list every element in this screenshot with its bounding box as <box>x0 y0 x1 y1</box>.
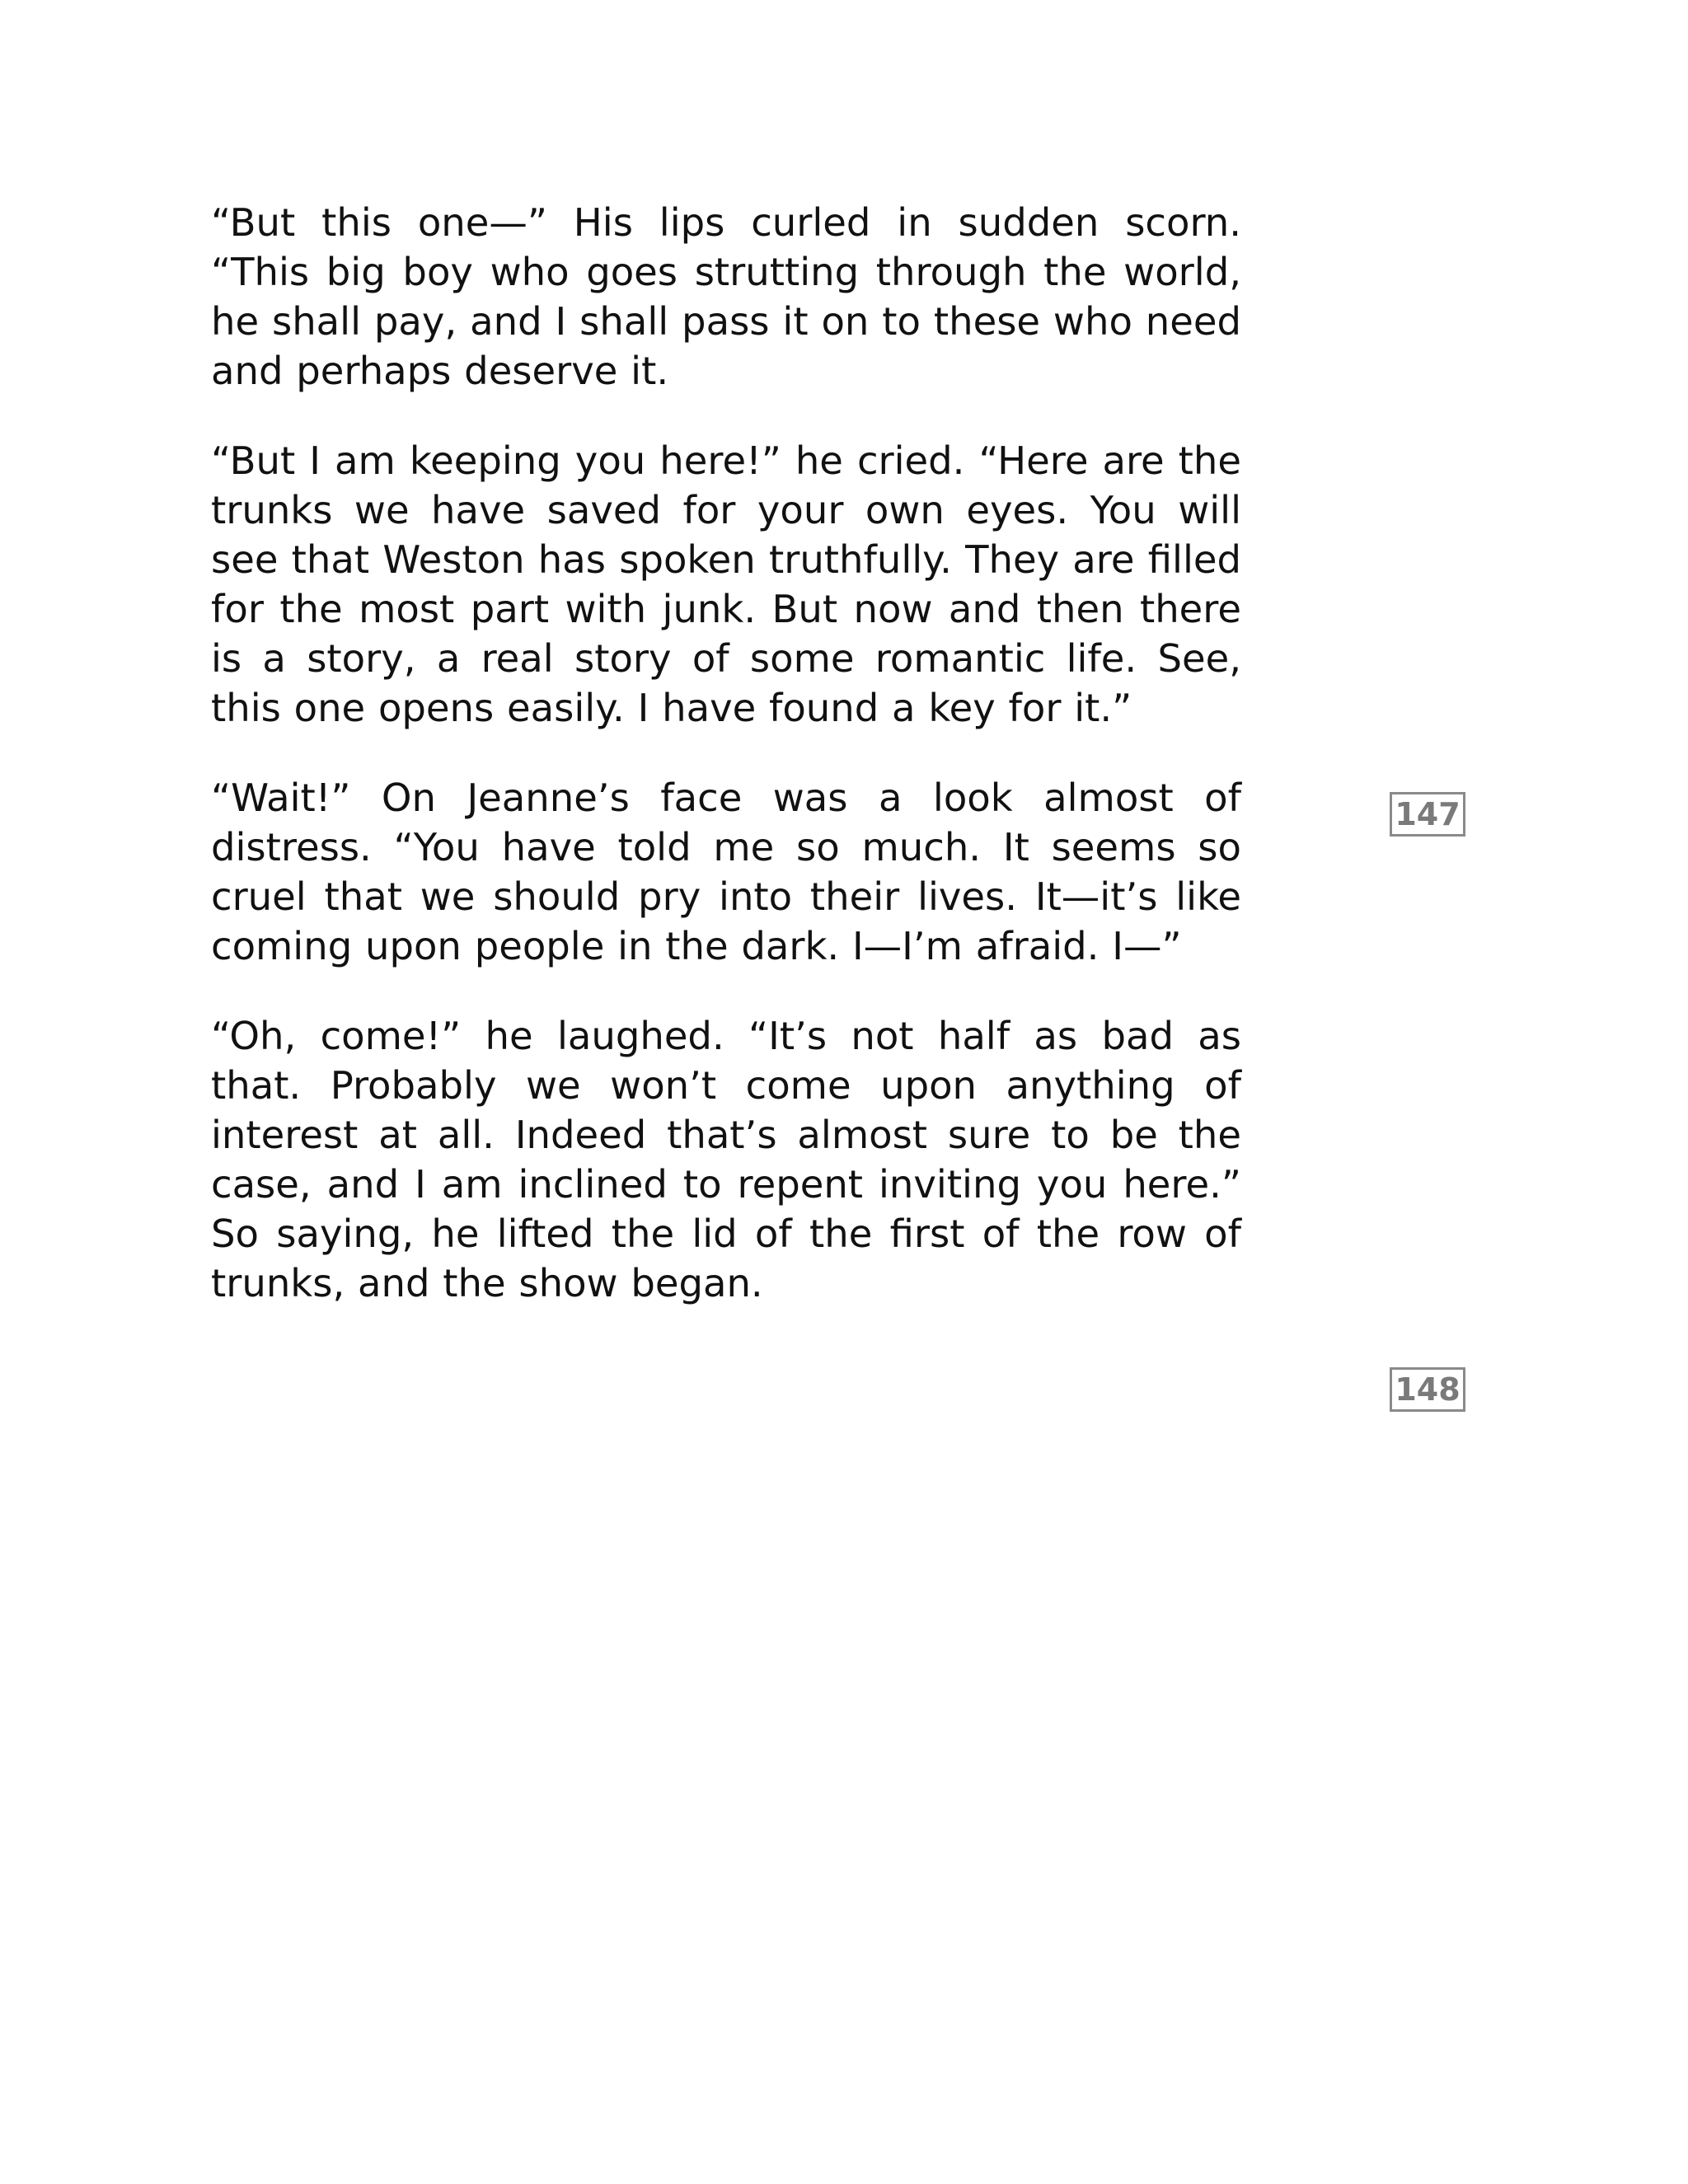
paragraph-3: “Wait!” On Jeanne’s face was a look almost of distress. “You have told me so much. It seems so cruel that we should pry into their lives. It—it’s like coming upon people in the dark. I—I’m afraid. I—” <box>211 776 1241 968</box>
paragraph-1: “But this one—” His lips curled in sudden scorn. “This big boy who goes strutting through the world, he shall pay, and I shall pass it on to these who need and perhaps deserve it. <box>211 200 1241 393</box>
paragraph-4: “Oh, come!” he laughed. “It’s not half as bad as that. Probably we won’t come upon anything of interest at all. Indeed that’s almost sure to be the case, and I am inclined to repent inviting you here.” So saying, he lifted the lid of the first of the row of trunks, and the show began. <box>211 1014 1241 1305</box>
page-number-marker: 147 <box>1390 792 1465 837</box>
page-number-marker: 148 <box>1390 1367 1465 1412</box>
paragraph-2: “But I am keeping you here!” he cried. “Here are the trunks we have saved for your own eyes. You will see that Weston has spoken truthfully. They are filled for the most part with junk. But now and then there is a story, a real story of some romantic life. See, this one opens easily. I have found a key for it.” <box>211 438 1241 730</box>
body-text <box>211 198 1241 1348</box>
